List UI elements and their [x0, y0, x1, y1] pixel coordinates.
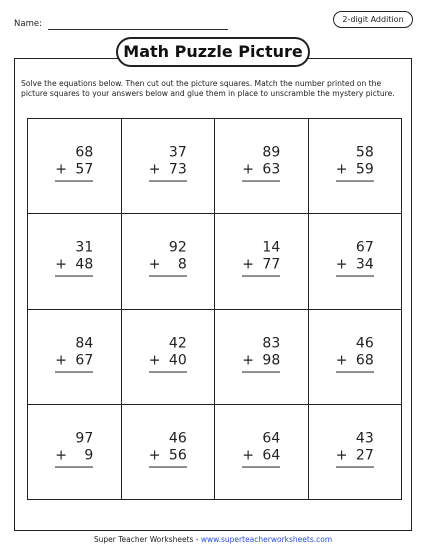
problem-cell [309, 119, 403, 214]
problem-cell [215, 214, 309, 309]
addition-problem [55, 145, 93, 182]
addend-bottom: 8 [177, 256, 187, 273]
addition-problem [55, 430, 93, 467]
addend-bottom: 77 [262, 256, 281, 273]
addend-bottom: 48 [75, 256, 94, 273]
plus-sign: + [335, 256, 348, 273]
addend-top: 37 [168, 144, 187, 161]
plus-sign: + [55, 256, 67, 273]
addition-problem [242, 430, 280, 467]
addend-top: 97 [75, 430, 94, 447]
addend-top: 83 [262, 335, 281, 352]
problem-cell [309, 214, 403, 309]
problem-cell [28, 214, 122, 309]
addition-problem [336, 430, 374, 467]
plus-sign: + [335, 161, 348, 178]
plus-sign: + [242, 447, 254, 464]
plus-sign: + [55, 447, 67, 464]
problem-cell [309, 310, 403, 405]
footer-text: Super Teacher Worksheets - [93, 535, 201, 544]
addend-bottom: 57 [75, 161, 94, 178]
addition-problem [242, 145, 280, 182]
plus-sign: + [55, 161, 67, 178]
answer-line [149, 371, 187, 372]
addend-top: 46 [355, 335, 374, 352]
answer-line [149, 276, 187, 277]
addition-problem [242, 240, 280, 277]
answer-line [336, 466, 374, 467]
plus-sign: + [242, 352, 254, 369]
addend-bottom: 73 [168, 161, 187, 178]
addend-bottom: 56 [168, 447, 187, 464]
problem-cell [28, 405, 122, 500]
addition-problem [336, 240, 374, 277]
problem-cell [28, 310, 122, 405]
name-line [48, 29, 228, 30]
addition-problem [149, 145, 187, 182]
problem-cell [122, 119, 216, 214]
addition-problem [242, 335, 280, 372]
addition-problem [336, 145, 374, 182]
addend-top: 68 [75, 144, 94, 161]
plus-sign: + [148, 352, 161, 369]
problem-cell [215, 310, 309, 405]
footer [0, 535, 426, 544]
answer-line [336, 371, 374, 372]
problem-grid [27, 118, 402, 500]
answer-line [336, 276, 374, 277]
problem-cell [122, 214, 216, 309]
addition-problem [55, 240, 93, 277]
addend-top: 84 [75, 335, 94, 352]
plus-sign: + [335, 352, 348, 369]
plus-sign: + [55, 352, 67, 369]
answer-line [336, 181, 374, 182]
plus-sign: + [335, 447, 348, 464]
answer-line [55, 466, 93, 467]
addend-bottom: 34 [355, 256, 374, 273]
answer-line [55, 371, 93, 372]
answer-line [242, 181, 280, 182]
addend-top: 42 [168, 335, 187, 352]
addend-top: 67 [355, 239, 374, 256]
problem-cell [28, 119, 122, 214]
answer-line [149, 181, 187, 182]
answer-line [55, 181, 93, 182]
addition-problem [149, 240, 187, 277]
plus-sign: + [148, 447, 161, 464]
problem-cell [122, 405, 216, 500]
problem-cell [122, 310, 216, 405]
addition-problem [336, 335, 374, 372]
page-title: Math Puzzle Picture [116, 37, 310, 67]
addend-top: 14 [262, 239, 281, 256]
addend-bottom: 67 [75, 352, 94, 369]
addend-bottom: 63 [262, 161, 281, 178]
instructions: Solve the equations below. Then cut out the picture squares. Match the number printed on the picture squares to your answers below and glue them in place to unscramble the mystery picture. [21, 79, 395, 98]
answer-line [242, 371, 280, 372]
addend-bottom: 59 [355, 161, 374, 178]
addend-top: 64 [262, 430, 281, 447]
addend-top: 92 [168, 239, 187, 256]
plus-sign: + [242, 161, 254, 178]
addend-top: 31 [75, 239, 94, 256]
addend-top: 58 [355, 144, 374, 161]
footer-link[interactable]: www.superteacherworksheets.com [200, 535, 333, 544]
problem-cell [215, 405, 309, 500]
addend-bottom: 9 [84, 447, 94, 464]
addend-bottom: 98 [262, 352, 281, 369]
problem-cell [215, 119, 309, 214]
plus-sign: + [148, 161, 161, 178]
addend-bottom: 40 [168, 352, 187, 369]
addition-problem [149, 430, 187, 467]
addend-top: 43 [355, 430, 374, 447]
plus-sign: + [148, 256, 161, 273]
answer-line [55, 276, 93, 277]
answer-line [149, 466, 187, 467]
answer-line [242, 466, 280, 467]
addition-problem [149, 335, 187, 372]
name-label: Name: [14, 19, 42, 29]
problem-cell [309, 405, 403, 500]
addend-bottom: 64 [262, 447, 281, 464]
addend-top: 46 [168, 430, 187, 447]
addend-bottom: 27 [355, 447, 374, 464]
plus-sign: + [242, 256, 254, 273]
addend-bottom: 68 [355, 352, 374, 369]
answer-line [242, 276, 280, 277]
addend-top: 89 [262, 144, 281, 161]
topic-badge: 2-digit Addition [333, 11, 413, 28]
addition-problem [55, 335, 93, 372]
